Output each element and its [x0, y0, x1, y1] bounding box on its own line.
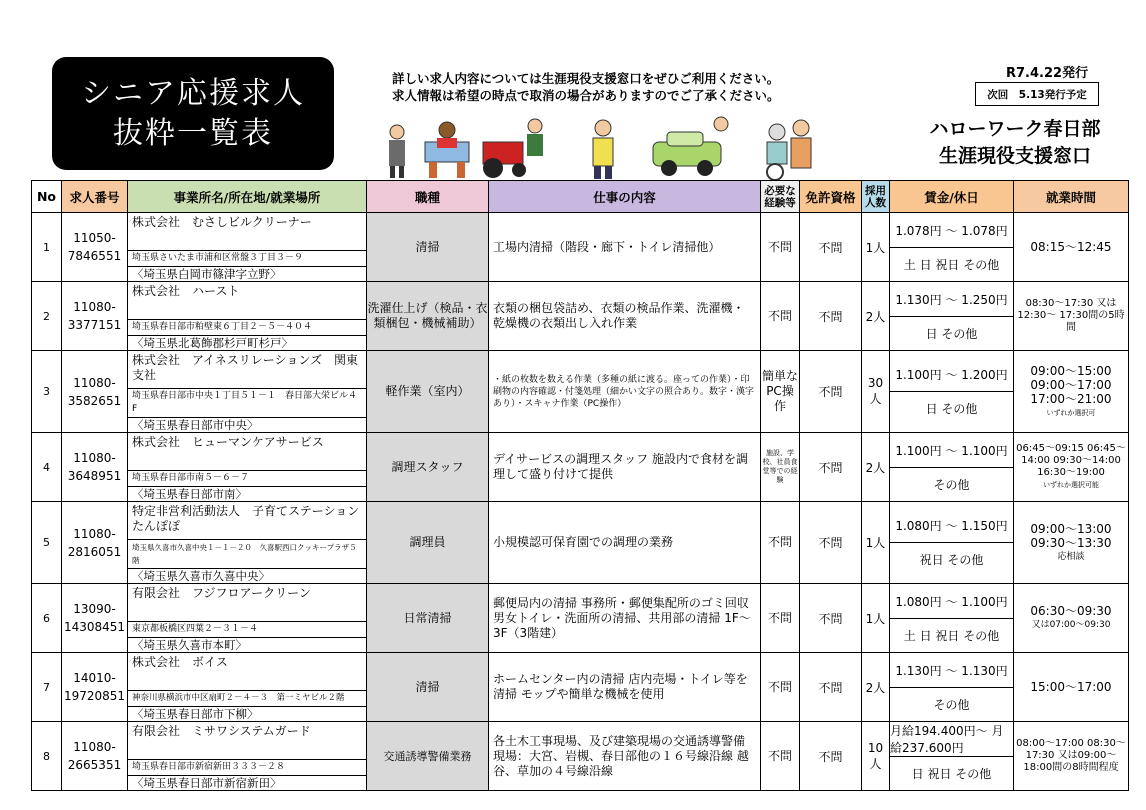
wage-cell — [890, 722, 1014, 791]
job-type: 日常清掃 — [367, 584, 489, 653]
hire-count: 2人 — [862, 653, 890, 722]
table-row — [32, 653, 1129, 722]
table-row — [32, 433, 1129, 502]
wage: 1.080円 ～ 1.150円 — [890, 509, 1013, 543]
taxi-icon — [653, 117, 728, 176]
row-no: 1 — [32, 213, 62, 282]
job-number — [62, 653, 128, 722]
job-number-suffix: 3582651 — [67, 393, 122, 408]
table-row — [32, 351, 1129, 433]
employer-address: 埼玉県春日部市中央１丁目５１－１ 春日部大栄ビル４F — [128, 388, 366, 417]
job-number-prefix: 11080- — [73, 451, 116, 465]
job-number — [62, 722, 128, 791]
work-hours: 06:45～09:15 06:45～14:00 09:30～14:00 16:30～19:00 — [1016, 443, 1126, 478]
employer-cell — [128, 584, 367, 653]
office-line-2: 生涯現役支援窓口 — [938, 145, 1091, 167]
row-no: 8 — [32, 722, 62, 791]
wage: 1.080円 ～ 1.100円 — [890, 585, 1013, 619]
job-table — [31, 180, 1129, 791]
work-hours: 09:00～13:00 09:30～13:30 — [1030, 521, 1112, 550]
work-location: 〈埼玉県白岡市篠津字立野〉 — [128, 266, 366, 281]
hire-count: 30人 — [862, 351, 890, 433]
job-type: 清掃 — [367, 653, 489, 722]
table-row — [32, 213, 1129, 282]
job-description: ・紙の枚数を数える作業（多種の紙に渡る。座っての作業）・印刷物の内容確認・付箋処理（細かい文字の照合あり。数字・漢字あり）・スキャナ作業（PC操作） — [489, 351, 761, 433]
employer-name: 株式会社 むさしビルクリーナー — [132, 215, 312, 229]
job-number-prefix: 13090- — [73, 602, 116, 616]
job-type: 交通誘導警備業務 — [367, 722, 489, 791]
employer-name: 株式会社 ヒューマンケアサービス — [132, 435, 324, 449]
employer-cell — [128, 653, 367, 722]
employer-address: 埼玉県春日部市新宿新田３３３－２８ — [128, 759, 366, 775]
job-number — [62, 584, 128, 653]
notice — [392, 70, 780, 104]
employer-cell — [128, 722, 367, 791]
employer-address: 東京都板橋区四葉２－３１－４ — [128, 621, 366, 637]
title-line-1: シニア応援求人 — [81, 75, 305, 111]
job-number-prefix: 14010- — [73, 671, 116, 685]
experience: 不問 — [761, 653, 800, 722]
job-number-suffix: 3648951 — [67, 469, 122, 483]
worker-figure-icon — [389, 125, 405, 178]
work-location: 〈埼玉県春日部市新宿新田〉 — [128, 775, 366, 790]
wage: 月給194.400円～ 月給237.600円 — [890, 723, 1013, 757]
experience: 施設、学校、社員食堂等での経験 — [761, 433, 800, 502]
header-description: 仕事の内容 — [489, 181, 761, 213]
hours-note: いずれか選択可能 — [1043, 481, 1099, 489]
wage-cell — [890, 653, 1014, 722]
table-row — [32, 282, 1129, 351]
holiday: その他 — [933, 697, 970, 712]
job-number-suffix: 2816051 — [67, 544, 122, 559]
row-no: 5 — [32, 502, 62, 584]
work-hours: 15:00～17:00 — [1014, 653, 1129, 722]
row-no: 2 — [32, 282, 62, 351]
job-number-prefix: 11050- — [73, 231, 116, 245]
job-type: 洗濯仕上げ（検品・衣類梱包・機械補助） — [367, 282, 489, 351]
wage-cell — [890, 433, 1014, 502]
tractor-icon — [483, 119, 543, 178]
holiday: 日 祝日 その他 — [911, 766, 992, 781]
holiday: 日 その他 — [925, 326, 978, 341]
table-row — [32, 722, 1129, 791]
employer-name: 有限会社 フジフロアークリーン — [132, 586, 311, 600]
job-description: 工場内清掃（階段・廊下・トイレ清掃他） — [489, 213, 761, 282]
job-number — [62, 351, 128, 433]
issue-date: R7.4.22発行 — [1006, 66, 1089, 81]
employer-name: 有限会社 ミサワシステムガード — [132, 724, 311, 738]
cleaning-worker-icon — [425, 122, 469, 178]
job-number-suffix: 14308451 — [63, 620, 126, 634]
license: 不問 — [800, 653, 862, 722]
hire-count: 2人 — [862, 282, 890, 351]
experience: 簡単なPC操作 — [761, 351, 800, 433]
title-line-2: 抜粋一覧表 — [113, 115, 273, 151]
header-hours: 就業時間 — [1014, 181, 1129, 213]
hire-count: 1人 — [862, 213, 890, 282]
job-number-prefix: 11080- — [73, 300, 116, 314]
license: 不問 — [800, 502, 862, 584]
employer-cell — [128, 351, 367, 433]
hire-count: 1人 — [862, 502, 890, 584]
license: 不問 — [800, 433, 862, 502]
holiday: 祝日 その他 — [919, 553, 984, 567]
wage: 1.100円 ～ 1.100円 — [890, 434, 1013, 468]
license: 不問 — [800, 722, 862, 791]
row-no: 7 — [32, 653, 62, 722]
header-license: 免許資格 — [800, 181, 862, 213]
table-row — [32, 584, 1129, 653]
guard-icon — [593, 120, 613, 179]
employer-name: 株式会社 ハースト — [132, 284, 240, 298]
hours-note: 応相談 — [1057, 551, 1085, 562]
job-description: デイサービスの調理スタッフ 施設内で食材を調理して盛り付けて提供 — [489, 433, 761, 502]
wage: 1.130円 ～ 1.250円 — [890, 283, 1013, 317]
notice-line-1: 詳しい求人内容については生涯現役支援窓口をぜひご利用ください。 — [392, 71, 780, 86]
header-experience: 必要な経験等 — [761, 181, 800, 213]
job-description: 各土木工事現場、及び建築現場の交通誘導警備 現場：大宮、岩槻、春日部他の１６号線沿線 越谷、草加の４号線沿線 — [489, 722, 761, 791]
row-no: 6 — [32, 584, 62, 653]
license: 不問 — [800, 351, 862, 433]
header-employer: 事業所名/所在地/就業場所 — [128, 181, 367, 213]
experience: 不問 — [761, 282, 800, 351]
job-number-suffix: 3377151 — [67, 318, 122, 332]
header-number: 求人番号 — [62, 181, 128, 213]
employer-cell — [128, 502, 367, 584]
employer-name: 株式会社 アイネスリレーションズ 関東支社 — [132, 353, 358, 382]
job-number-suffix: 7846551 — [67, 249, 122, 263]
employer-address: 神奈川県横浜市中区扇町２－４－３ 第一ミヤビル２階 — [128, 690, 366, 706]
employer-address: 埼玉県さいたま市浦和区常盤３丁目３－９ — [128, 250, 366, 266]
wage: 1.100円 ～ 1.200円 — [890, 358, 1013, 392]
next-issue-box: 次回 5.13発行予定 — [975, 82, 1099, 106]
work-hours-cell — [1014, 502, 1129, 584]
experience: 不問 — [761, 502, 800, 584]
header-wage: 賃金/休日 — [890, 181, 1014, 213]
work-location: 〈埼玉県北葛飾郡杉戸町杉戸〉 — [128, 335, 366, 350]
employer-cell — [128, 282, 367, 351]
license: 不問 — [800, 584, 862, 653]
hire-count: 1人 — [862, 584, 890, 653]
wage: 1.130円 ～ 1.130円 — [890, 654, 1013, 688]
work-location: 〈埼玉県久喜市本町〉 — [128, 637, 366, 652]
work-location: 〈埼玉県春日部市下柳〉 — [128, 706, 366, 721]
wage-cell — [890, 213, 1014, 282]
employer-cell — [128, 433, 367, 502]
holiday: 日 その他 — [925, 402, 978, 416]
job-number — [62, 213, 128, 282]
job-number — [62, 433, 128, 502]
notice-line-2: 求人情報は希望の時点で取消の場合がありますのでご了承ください。 — [392, 88, 780, 103]
hours-note: 又は07:00～09:30 — [1031, 620, 1111, 630]
work-location: 〈埼玉県久喜市久喜中央〉 — [128, 568, 366, 583]
hours-note: いずれか選択可 — [1046, 408, 1096, 417]
job-number-suffix: 19720851 — [63, 689, 126, 703]
work-location: 〈埼玉県春日部市南〉 — [128, 486, 366, 501]
employer-address: 埼玉県春日部市粕壁東６丁目２－５－４０４ — [128, 319, 366, 335]
wage-cell — [890, 584, 1014, 653]
license: 不問 — [800, 282, 862, 351]
job-type: 調理員 — [367, 502, 489, 584]
job-number-prefix: 11080- — [73, 526, 116, 541]
work-hours: 08:15～12:45 — [1014, 213, 1129, 282]
job-description: 小規模認可保育園での調理の業務 — [489, 502, 761, 584]
work-hours: 06:30～09:30 — [1030, 604, 1112, 618]
title-box — [52, 57, 334, 170]
work-location: 〈埼玉県春日部市中央〉 — [128, 417, 366, 432]
hire-count: 10人 — [862, 722, 890, 791]
header-no: No — [32, 181, 62, 213]
job-number — [62, 282, 128, 351]
row-no: 4 — [32, 433, 62, 502]
job-number-suffix: 2665351 — [67, 758, 122, 772]
license: 不問 — [800, 213, 862, 282]
experience: 不問 — [761, 213, 800, 282]
job-description: ホームセンター内の清掃 店内売場・トイレ等を清掃 モップや簡単な機械を使用 — [489, 653, 761, 722]
wage-cell — [890, 502, 1014, 584]
work-hours: 08:00～17:00 08:30～17:30 又は09:00～ 18:00間の8時間程度 — [1014, 722, 1129, 791]
job-description: 衣類の梱包袋詰め、衣類の検品作業、洗濯機・乾燥機の衣類出し入れ作業 — [489, 282, 761, 351]
wage: 1.078円 ～ 1.078円 — [890, 214, 1013, 248]
job-type: 軽作業（室内） — [367, 351, 489, 433]
employer-cell — [128, 213, 367, 282]
table-header-row — [32, 181, 1129, 213]
row-no: 3 — [32, 351, 62, 433]
work-hours-cell — [1014, 351, 1129, 433]
job-number — [62, 502, 128, 584]
hire-count: 2人 — [862, 433, 890, 502]
worker-illustrations — [385, 112, 815, 182]
employer-name: 株式会社 ボイス — [132, 655, 228, 669]
job-type: 清掃 — [367, 213, 489, 282]
wage-cell — [890, 282, 1014, 351]
employer-name: 特定非営利活動法人 子育てステーションたんぽぽ — [132, 504, 360, 533]
work-hours: 08:30～17:30 又は12:30～ 17:30間の5時間 — [1014, 282, 1129, 351]
employer-address: 埼玉県久喜市久喜中央１－１－２０ 久喜駅西口クッキープラザ５階 — [128, 539, 366, 568]
office-name — [900, 116, 1130, 170]
holiday: その他 — [933, 477, 970, 492]
job-number-prefix: 11080- — [73, 375, 116, 390]
wage-cell — [890, 351, 1014, 433]
job-number-prefix: 11080- — [73, 740, 116, 754]
caregiver-icon — [767, 120, 811, 180]
holiday: 土 日 祝日 その他 — [903, 628, 1000, 643]
holiday: 土 日 祝日 その他 — [903, 257, 1000, 272]
header-job: 職種 — [367, 181, 489, 213]
job-type: 調理スタッフ — [367, 433, 489, 502]
table-row — [32, 502, 1129, 584]
work-hours-cell — [1014, 584, 1129, 653]
experience: 不問 — [761, 722, 800, 791]
work-hours-cell — [1014, 433, 1129, 502]
header-count: 採用人数 — [862, 181, 890, 213]
office-line-1: ハローワーク春日部 — [929, 118, 1101, 140]
experience: 不問 — [761, 584, 800, 653]
employer-address: 埼玉県春日部市南５－６－７ — [128, 470, 366, 486]
job-description: 郵便局内の清掃 事務所・郵便集配所のゴミ回収 男女トイレ・洗面所の清掃、共用部の清掃 1F～3F（3階建） — [489, 584, 761, 653]
work-hours: 09:00～15:00 09:00～17:00 17:00～21:00 — [1030, 363, 1112, 406]
